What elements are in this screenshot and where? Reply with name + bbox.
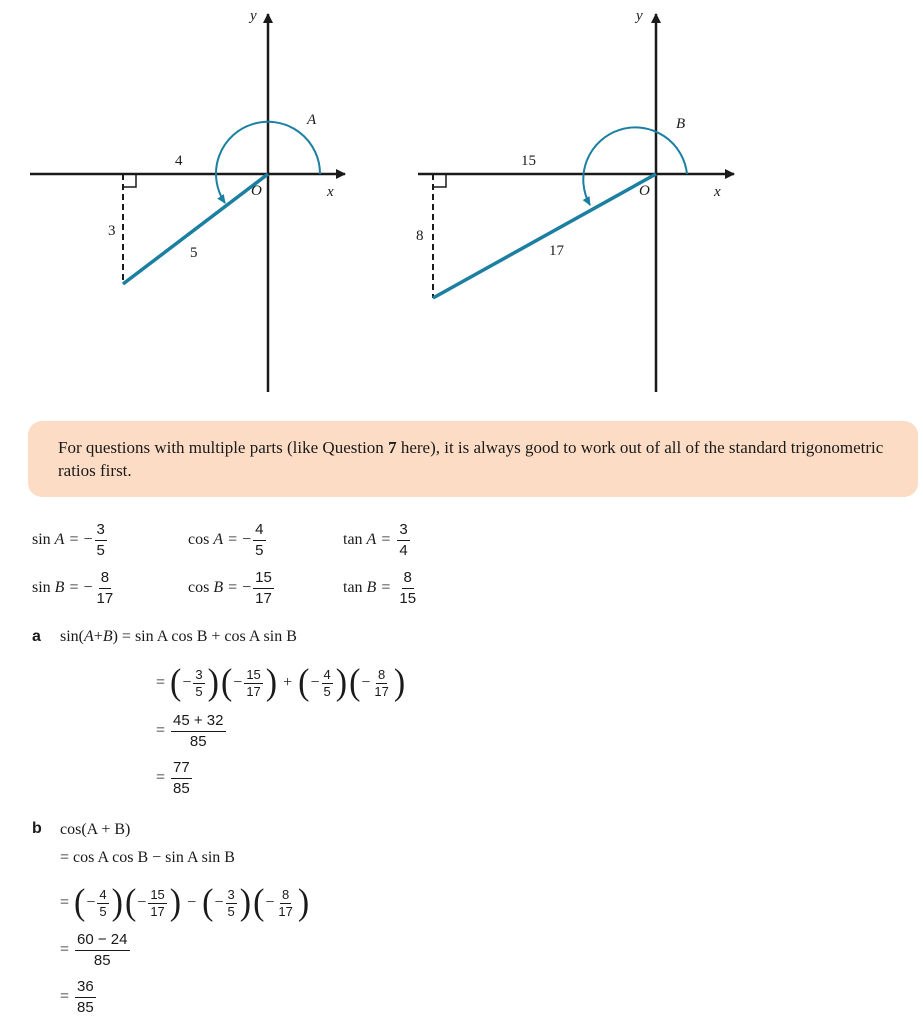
part-b-label: b [32, 820, 42, 837]
angle-arc [583, 127, 687, 205]
origin-label: O [251, 183, 262, 199]
diagram-angle-b [416, 8, 734, 392]
part-b-line-4: = $\frac{60 - 24}{85}$ [60, 930, 128, 969]
x-axis-label: x [714, 184, 721, 200]
opposite-label: 8 [416, 228, 424, 244]
right-angle-mark [433, 174, 446, 187]
x-axis-label: x [327, 184, 334, 200]
question-number: 7 [388, 438, 397, 457]
origin-label: O [639, 183, 650, 199]
tip-box [28, 421, 918, 497]
part-b-line-1: cos(A + B) [60, 821, 131, 838]
angle-diagrams [0, 0, 923, 410]
part-b-line-5: = $\frac{36}{85}$ [60, 977, 94, 1016]
hypotenuse-label: 5 [190, 245, 198, 261]
part-a-line-1: sin( A + B ) = sin A cos B + cos A sin B [60, 628, 297, 645]
part-b-line-2: = cos A cos B − sin A sin B [60, 849, 235, 866]
ratio-tan-b: tan B = $\frac{8}{15}$ [343, 568, 417, 607]
y-axis-label: y [636, 8, 643, 24]
adjacent-label: 4 [175, 153, 183, 169]
ratio-sin-b: sin B = − $\frac{8}{17}$ [32, 568, 114, 607]
hypotenuse [433, 174, 656, 298]
ratio-sin-a: sin A = − $\frac{3}{5}$ [32, 520, 105, 559]
angle-label: B [676, 116, 686, 132]
part-a-line-2: = ( − $\frac{3}{5}$ ) ( − $\frac{15}{17}$ ) + ( − $\frac{4}{5}$ ) ( − $\frac{8}{17}$ ) [156, 662, 406, 703]
ratio-cos-a: cos A = − $\frac{4}{5}$ [188, 520, 264, 559]
right-angle-mark [123, 174, 136, 187]
angle-label: A [307, 112, 317, 128]
y-axis-label: y [250, 8, 257, 24]
tip-text: For questions with multiple parts (like Question 7 here), it is always good to work out of all of the standard trigonometric ratios first. [58, 438, 884, 480]
adjacent-label: 15 [521, 153, 536, 169]
part-a-line-3: = $\frac{45 + 32}{85}$ [156, 711, 224, 750]
diagram-angle-a [30, 8, 345, 392]
part-a-line-4: = $\frac{77}{85}$ [156, 758, 190, 797]
part-b-line-3: = ( − $\frac{4}{5}$ ) ( − $\frac{15}{17}$ ) − ( − $\frac{3}{5}$ ) ( − $\frac{8}{17}$ ) [60, 882, 310, 923]
ratio-tan-a: tan A = $\frac{3}{4}$ [343, 520, 408, 559]
part-a-label: a [32, 628, 41, 645]
ratio-cos-b: cos B = − $\frac{15}{17}$ [188, 568, 272, 607]
opposite-label: 3 [108, 223, 116, 239]
hypotenuse [123, 174, 268, 284]
hypotenuse-label: 17 [549, 243, 564, 259]
